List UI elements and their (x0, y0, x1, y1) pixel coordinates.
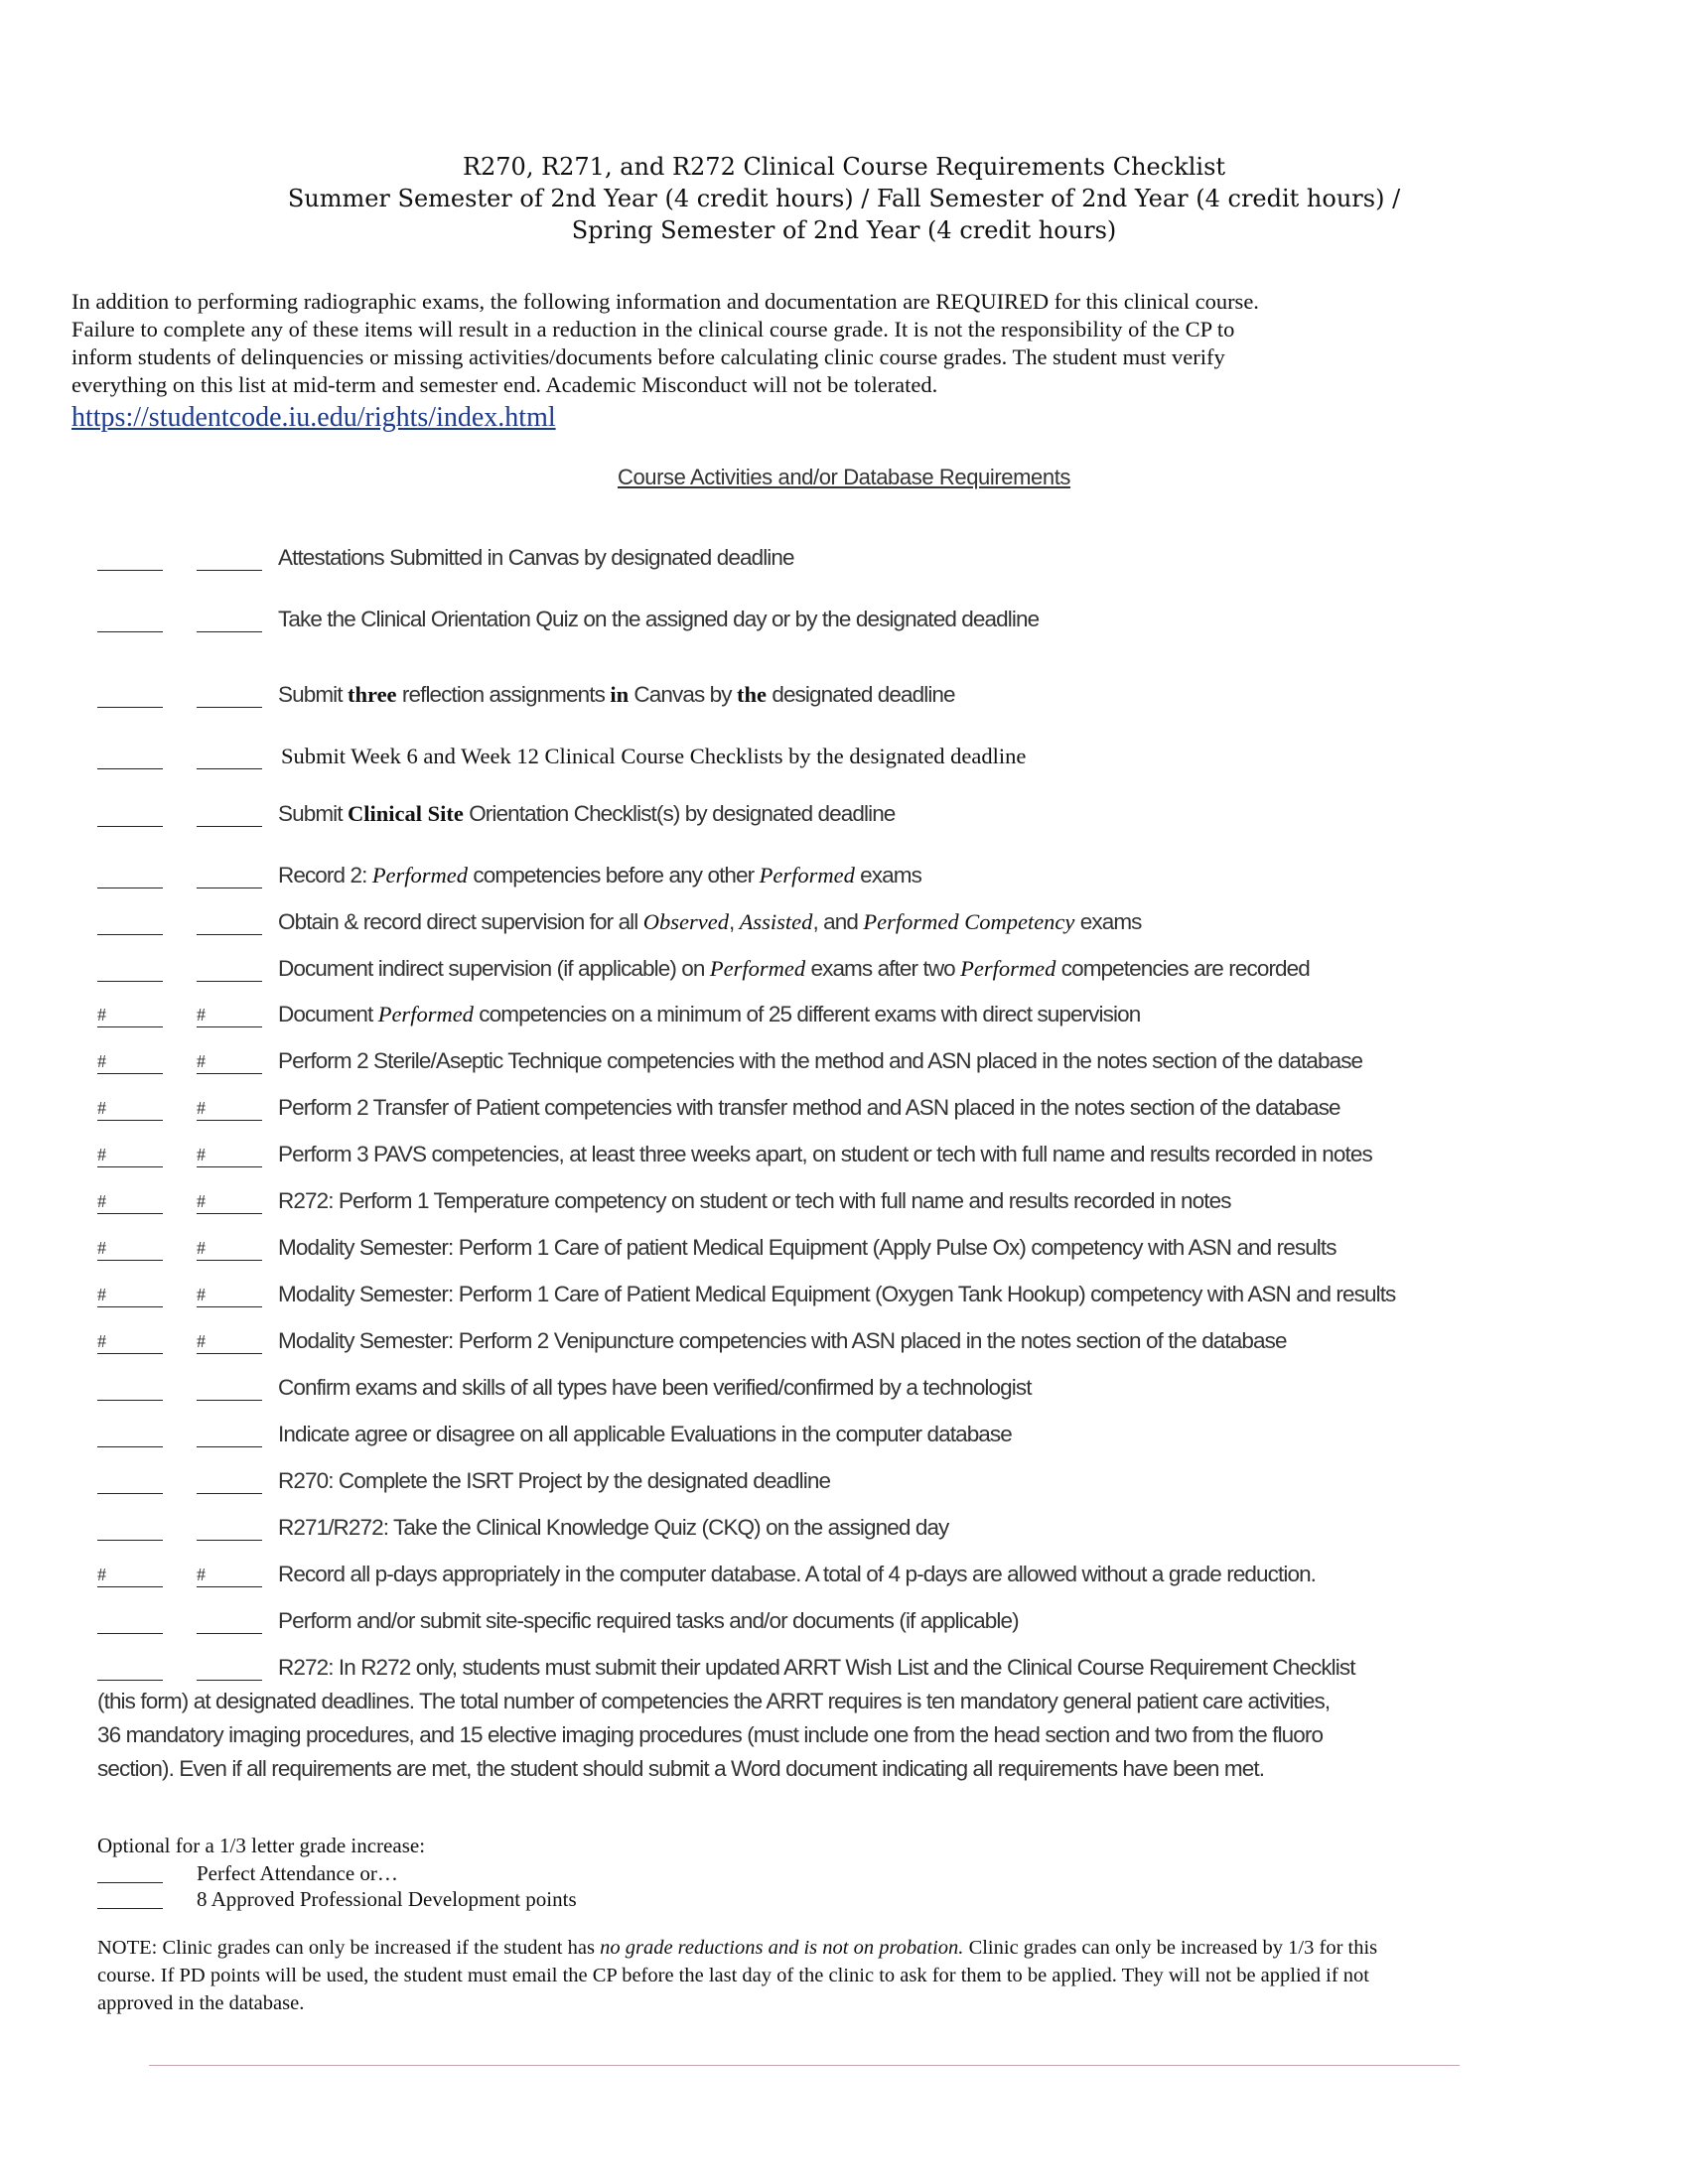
checklist-item (97, 1325, 1666, 1361)
checkbox-blank[interactable] (197, 906, 262, 935)
checkbox-blank[interactable] (197, 1512, 262, 1541)
item-text: Attestations Submitted in Canvas by designated deadline (278, 545, 794, 570)
checklist-item (97, 604, 1666, 639)
item-continuation-line: (this form) at designated deadlines. The total number of competencies the ARRT requires is ten mandatory general patient care activities, (97, 1689, 1331, 1713)
item-continuation-line: section). Even if all requirements are met, the student should submit a Word document indicating all requirements have been met. (97, 1756, 1265, 1781)
checkbox-blank[interactable] (197, 604, 262, 632)
checklist-item (97, 1185, 1666, 1221)
checkbox-blank[interactable]: # (97, 1279, 163, 1307)
item-text-part: , and (812, 909, 864, 934)
checkbox-blank[interactable] (97, 741, 163, 769)
item-text-bold: Clinical Site (347, 801, 464, 826)
note-paragraph (97, 1934, 1626, 2017)
checkbox-blank[interactable] (97, 1605, 163, 1634)
checkbox-blank[interactable] (97, 542, 163, 571)
checkbox-blank[interactable]: # (97, 999, 163, 1027)
item-text-italic: Performed (371, 863, 469, 887)
item-text-italic: Performed Competency (863, 909, 1075, 934)
item-text-italic: Performed (759, 863, 855, 887)
checkbox-blank[interactable]: # (197, 1325, 262, 1354)
item-text-part: competencies before any other (468, 863, 760, 887)
item-text (278, 860, 921, 891)
item-text: R272: In R272 only, students must submit their updated ARRT Wish List and the Clinical Course Requirement Checklist (278, 1655, 1355, 1680)
title-line-2: Summer Semester of 2nd Year (4 credit hours) / Fall Semester of 2nd Year (4 credit hours) / (287, 185, 1401, 212)
item-text: Take the Clinical Orientation Quiz on the assigned day or by the designated deadline (278, 607, 1040, 631)
intro-line-1: In addition to performing radiographic exams, the following information and documentation are REQUIRED for this clinical course. (71, 289, 1259, 314)
checkbox-blank[interactable] (197, 741, 262, 769)
checkbox-blank[interactable]: # (97, 1185, 163, 1214)
checklist-item (97, 999, 1666, 1034)
item-continuation-line: 36 mandatory imaging procedures, and 15 elective imaging procedures (must include one from the head section and two from the fluoro (97, 1722, 1324, 1747)
item-text: Submit Week 6 and Week 12 Clinical Course Checklists by the designated deadline (281, 744, 1027, 768)
checklist-item (97, 1372, 1666, 1408)
item-text: Perform 2 Transfer of Patient competencies with transfer method and ASN placed in the notes section of the database (278, 1095, 1340, 1120)
item-text: R271/R272: Take the Clinical Knowledge Quiz (CKQ) on the assigned day (278, 1515, 949, 1540)
checkbox-blank[interactable] (97, 1465, 163, 1494)
item-text-part: exams (1074, 909, 1142, 934)
item-text-part: , (728, 909, 740, 934)
item-text-part: Submit (278, 682, 348, 707)
item-text-part: competencies on a minimum of 25 different exams with direct supervision (473, 1002, 1141, 1026)
item-text: Perform 3 PAVS competencies, at least three weeks apart, on student or tech with full name and results recorded in notes (278, 1142, 1372, 1166)
checklist-item (97, 1465, 1666, 1501)
checkbox-blank[interactable]: # (197, 1139, 262, 1167)
student-code-link[interactable]: https://studentcode.iu.edu/rights/index.html (71, 402, 556, 433)
checkbox-blank[interactable] (197, 1605, 262, 1634)
item-text: Confirm exams and skills of all types have been verified/confirmed by a technologist (278, 1375, 1032, 1400)
checkbox-blank[interactable] (97, 679, 163, 708)
checklist-item (97, 542, 1666, 578)
title-line-3: Spring Semester of 2nd Year (4 credit hours) (571, 216, 1117, 244)
optional-item-text: Perfect Attendance or… (197, 1861, 398, 1885)
intro-line-3: inform students of delinquencies or missing activities/documents before calculating clinic course grades. The student must verify (71, 344, 1225, 369)
checkbox-blank[interactable]: # (197, 999, 262, 1027)
checkbox-blank[interactable] (97, 1512, 163, 1541)
checklist-item (97, 1559, 1666, 1594)
checkbox-blank[interactable] (197, 1372, 262, 1401)
checkbox-blank[interactable]: # (197, 1185, 262, 1214)
optional-item-text: 8 Approved Professional Development points (197, 1887, 577, 1911)
checkbox-blank[interactable] (197, 1419, 262, 1447)
checkbox-blank[interactable]: # (97, 1045, 163, 1074)
checkbox-blank[interactable] (97, 1652, 163, 1681)
checklist-item (97, 1279, 1666, 1314)
item-text-part: reflection assignments (396, 682, 611, 707)
checkbox-blank[interactable]: # (97, 1139, 163, 1167)
checklist-item (97, 1512, 1666, 1548)
optional-item (97, 1886, 892, 1912)
checkbox-blank[interactable] (97, 906, 163, 935)
item-text: Modality Semester: Perform 2 Venipuncture competencies with ASN placed in the notes section of the database (278, 1328, 1287, 1353)
note-text: NOTE: Clinic grades can only be increased if the student has (97, 1937, 601, 1959)
checkbox-blank[interactable] (197, 542, 262, 571)
checkbox-blank[interactable] (97, 1886, 163, 1909)
item-text-part: Canvas by (629, 682, 737, 707)
checkbox-blank[interactable] (197, 1465, 262, 1494)
item-text: R272: Perform 1 Temperature competency on student or tech with full name and results recorded in notes (278, 1188, 1231, 1213)
title-line-1: R270, R271, and R272 Clinical Course Requirements Checklist (462, 153, 1226, 181)
intro-line-4: everything on this list at mid-term and semester end. Academic Misconduct will not be tolerated. (71, 372, 938, 397)
item-text: Modality Semester: Perform 1 Care of patient Medical Equipment (Apply Pulse Ox) competency with ASN and results (278, 1235, 1336, 1260)
checkbox-blank[interactable] (197, 860, 262, 888)
item-text (278, 906, 1142, 938)
checklist-item (97, 953, 1666, 989)
item-text: R270: Complete the ISRT Project by the designated deadline (278, 1468, 831, 1493)
checkbox-blank[interactable] (197, 679, 262, 708)
checkbox-blank[interactable]: # (197, 1045, 262, 1074)
optional-item (97, 1860, 892, 1886)
item-text: Record all p-days appropriately in the computer database. A total of 4 p-days are allowed without a grade reduction. (278, 1562, 1317, 1586)
checklist-item (97, 1092, 1666, 1128)
checklist-item (97, 1605, 1666, 1641)
item-text-italic: Observed (642, 909, 729, 934)
intro-paragraph (71, 288, 1620, 399)
item-text-italic: Performed (960, 956, 1056, 981)
checklist-item (97, 741, 1666, 776)
checkbox-blank[interactable] (97, 1419, 163, 1447)
item-text-bold: the (736, 682, 767, 707)
checkbox-blank[interactable] (97, 604, 163, 632)
note-line-1 (97, 1934, 1626, 1962)
checkbox-blank[interactable]: # (197, 1232, 262, 1261)
item-text: Perform 2 Sterile/Aseptic Technique competencies with the method and ASN placed in the notes section of the database (278, 1048, 1363, 1073)
item-text-italic: Performed (377, 1002, 474, 1026)
item-text-italic: Assisted (739, 909, 813, 934)
checklist-item (97, 906, 1666, 942)
checkbox-blank[interactable]: # (197, 1559, 262, 1587)
item-text-part: Document (278, 1002, 378, 1026)
checklist-item (97, 679, 1666, 715)
footer-divider (149, 2065, 1460, 2066)
item-text-bold: three (347, 682, 397, 707)
checkbox-blank[interactable] (97, 860, 163, 888)
checkbox-blank[interactable]: # (197, 1092, 262, 1121)
checklist-item (97, 860, 1666, 895)
checkbox-blank[interactable] (97, 1860, 163, 1883)
checkbox-blank[interactable] (197, 1652, 262, 1681)
item-text-part: Orientation Checklist(s) by designated deadline (463, 801, 896, 826)
checklist-item (97, 798, 1666, 834)
checkbox-blank[interactable]: # (97, 1092, 163, 1121)
note-line-2: course. If PD points will be used, the student must email the CP before the last day of the clinic to ask for them to be applied. They will not be applied if not (97, 1965, 1369, 1986)
item-text-part: Obtain & record direct supervision for all (278, 909, 643, 934)
checkbox-blank[interactable] (97, 1372, 163, 1401)
item-text (278, 679, 955, 711)
section-heading: Course Activities and/or Database Requirements (617, 465, 1071, 489)
checkbox-blank[interactable]: # (97, 1325, 163, 1354)
checkbox-blank[interactable]: # (97, 1232, 163, 1261)
item-text-bold: in (610, 682, 630, 707)
item-text-part: competencies are recorded (1055, 956, 1310, 981)
intro-line-2: Failure to complete any of these items will result in a reduction in the clinical course grade. It is not the responsibility of the CP to (71, 317, 1235, 341)
item-text: Modality Semester: Perform 1 Care of Patient Medical Equipment (Oxygen Tank Hookup) competency with ASN and results (278, 1282, 1396, 1306)
item-text-italic: Performed (709, 956, 806, 981)
checkbox-blank[interactable] (197, 798, 262, 827)
checklist-item (97, 1232, 1666, 1268)
item-text-part: Document indirect supervision (if applicable) on (278, 956, 710, 981)
checkbox-blank[interactable]: # (197, 1279, 262, 1307)
checklist-item (97, 1139, 1666, 1174)
optional-heading: Optional for a 1/3 letter grade increase: (97, 1834, 426, 1857)
item-text-part: exams after two (805, 956, 961, 981)
checklist-item (97, 1419, 1666, 1454)
item-text (278, 999, 1140, 1030)
item-text-part: exams (854, 863, 921, 887)
note-text: Clinic grades can only be increased by 1/3 for this (963, 1937, 1378, 1959)
checklist-item (97, 1045, 1666, 1081)
item-text-part: designated deadline (766, 682, 955, 707)
item-text: Indicate agree or disagree on all applicable Evaluations in the computer database (278, 1422, 1012, 1446)
item-text (278, 953, 1310, 985)
checkbox-blank[interactable] (97, 953, 163, 982)
item-text-part: Submit (278, 801, 348, 826)
checkbox-blank[interactable] (97, 798, 163, 827)
item-text: Perform and/or submit site-specific required tasks and/or documents (if applicable) (278, 1608, 1019, 1633)
checklist-item (97, 1652, 1666, 1688)
item-text (278, 798, 895, 830)
note-text-italic: no grade reductions and is not on probation. (600, 1937, 964, 1959)
document-title (0, 151, 1688, 246)
item-text-part: Record 2: (278, 863, 372, 887)
checkbox-blank[interactable]: # (97, 1559, 163, 1587)
note-line-3: approved in the database. (97, 1992, 305, 2014)
checkbox-blank[interactable] (197, 953, 262, 982)
